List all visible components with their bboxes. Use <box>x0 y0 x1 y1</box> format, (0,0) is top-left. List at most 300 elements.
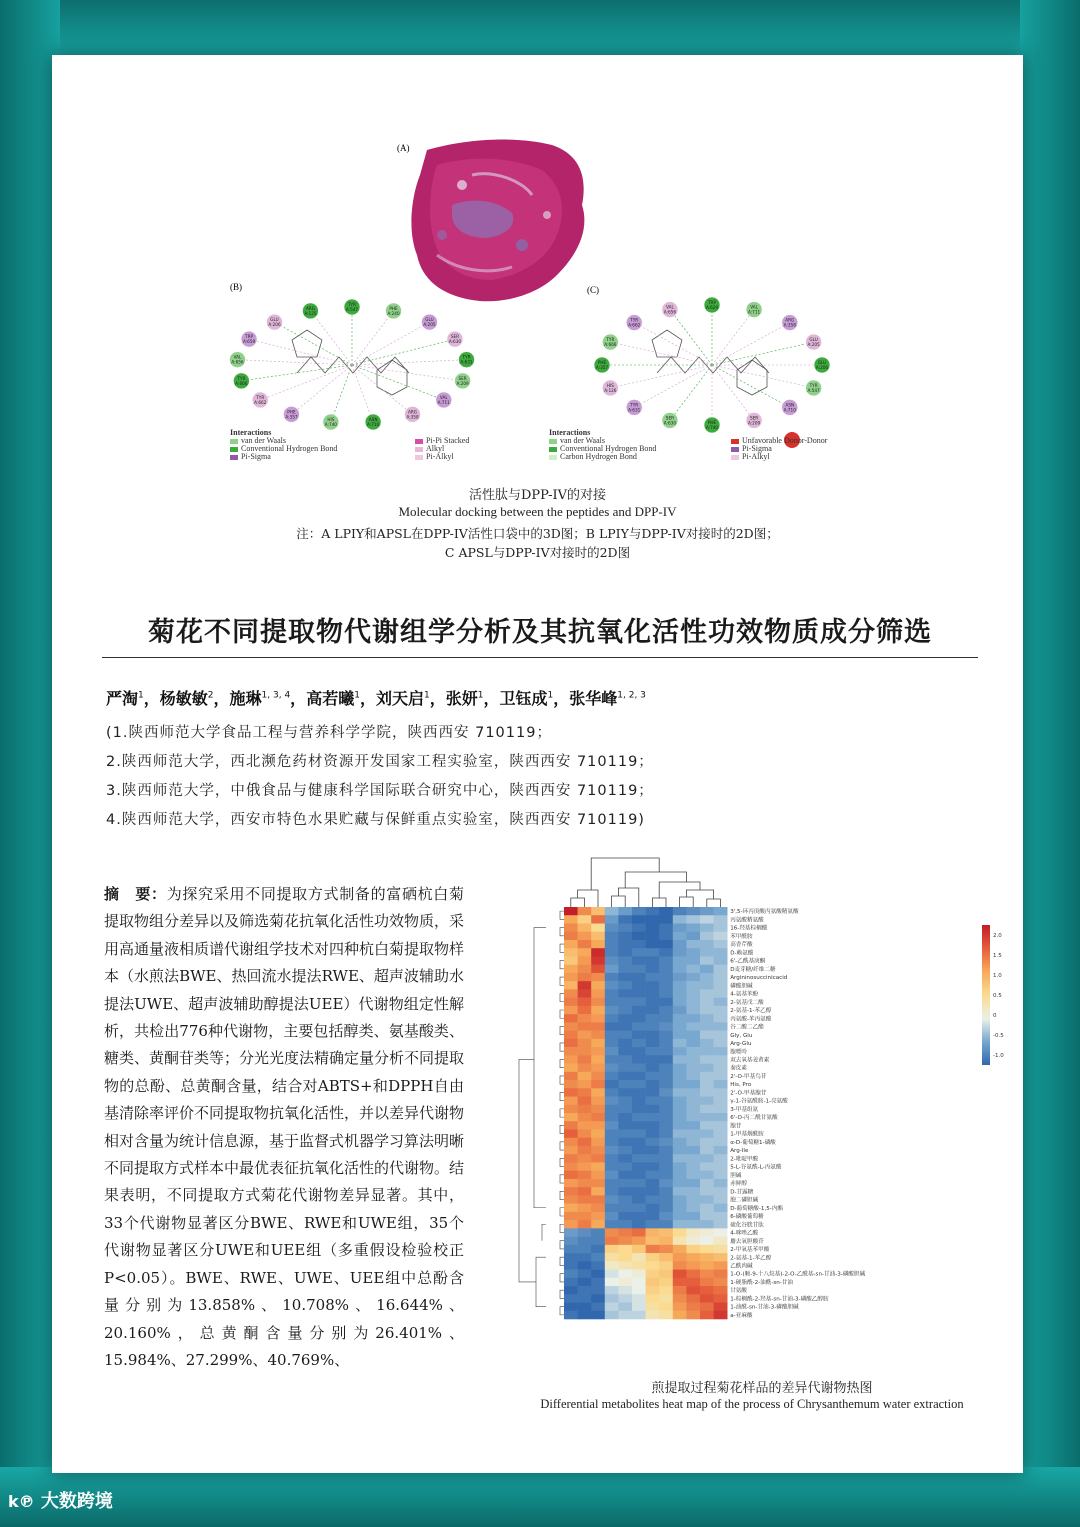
heatmap-cell <box>618 1138 632 1147</box>
heatmap-cell <box>591 1162 605 1171</box>
heatmap-cell <box>564 1022 578 1031</box>
heatmap-cell <box>646 1245 660 1254</box>
heatmap-cell <box>618 1146 632 1155</box>
heatmap-cell <box>632 1129 646 1138</box>
heatmap-cell <box>646 1072 660 1081</box>
heatmap-cell <box>605 1228 619 1237</box>
heatmap-cell <box>632 1311 646 1320</box>
heatmap-cell <box>673 1195 687 1204</box>
heatmap-cell <box>605 973 619 982</box>
heatmap-cell <box>578 1006 592 1015</box>
heatmap-cell <box>632 1014 646 1023</box>
heatmap-cell <box>700 1055 714 1064</box>
heatmap-cell <box>686 1171 700 1180</box>
author-list: 严淘$^1$，杨敏敏$^2$，施琳$^{1, 3, 4}$，高若曦$^1$，刘天启$^1$，张妍$^1$，卫钰成$^1$，张华峰$^{1, 2, 3}$ <box>106 689 646 708</box>
heatmap-cell <box>632 915 646 924</box>
author-name: 高若曦$^1$ <box>306 689 360 708</box>
heatmap-cell <box>632 948 646 957</box>
heatmap-cell <box>714 1171 728 1180</box>
residue-label: TYR <box>630 317 639 323</box>
heatmap-cell <box>646 981 660 990</box>
heatmap-cell <box>673 1121 687 1130</box>
legend-b-item: Pi-Alkyl <box>426 452 454 461</box>
heatmap-cell <box>686 1204 700 1213</box>
heatmap-cell <box>578 989 592 998</box>
heatmap-cell <box>605 1195 619 1204</box>
heatmap-cell <box>700 915 714 924</box>
heatmap-cell <box>700 1311 714 1320</box>
heatmap-cell <box>605 1097 619 1106</box>
heatmap-cell <box>673 1228 687 1237</box>
heatmap-row-label: D-葡萄糖酸-1,5-内酯 <box>730 1205 784 1212</box>
heatmap-cell <box>646 1286 660 1295</box>
heatmap-cell <box>659 956 673 965</box>
heatmap-cell <box>591 1294 605 1303</box>
residue-label: A:631 <box>628 407 641 413</box>
heatmap-cell <box>564 915 578 924</box>
residue-label: A:240 <box>387 310 400 316</box>
heatmap-cell <box>591 956 605 965</box>
watermark <box>8 1487 113 1513</box>
residue-label: TYR <box>237 375 246 381</box>
residue-label: PHE <box>707 420 717 425</box>
heatmap-cell <box>686 923 700 932</box>
heatmap-cell <box>605 1303 619 1312</box>
heatmap-cell <box>659 1212 673 1221</box>
heatmap-cell <box>659 1064 673 1073</box>
heatmap-cell <box>714 1270 728 1279</box>
residue-node <box>662 302 712 365</box>
residue-node <box>352 352 475 368</box>
heatmap-cell <box>578 1097 592 1106</box>
heatmap-cell <box>618 1245 632 1254</box>
heatmap-cell <box>659 1129 673 1138</box>
heatmap-cell <box>578 915 592 924</box>
heatmap-cell <box>646 1080 660 1089</box>
heatmap-cell <box>632 1237 646 1246</box>
residue-label: TYR <box>462 354 471 360</box>
heatmap-cell <box>605 1237 619 1246</box>
residue-node <box>712 365 798 415</box>
heatmap-cell <box>564 948 578 957</box>
heatmap-cell <box>618 1261 632 1270</box>
heatmap-cell <box>564 973 578 982</box>
heatmap-cell <box>686 1303 700 1312</box>
heatmap-cell <box>618 1237 632 1246</box>
heatmap-cell <box>659 1072 673 1081</box>
residue-label: A:205 <box>423 322 436 328</box>
heatmap-cell <box>591 948 605 957</box>
heatmap-cell <box>618 1179 632 1188</box>
heatmap-cell <box>714 1228 728 1237</box>
heatmap-cell <box>673 1014 687 1023</box>
heatmap-cell <box>646 973 660 982</box>
residue-label: VAL <box>233 354 242 360</box>
colorbar-tick-label: -0.5 <box>993 1033 1004 1039</box>
heatmap-cell <box>700 1270 714 1279</box>
heatmap-cell <box>659 1121 673 1130</box>
heatmap-cell <box>605 998 619 1007</box>
heatmap-cell <box>605 965 619 974</box>
ligand-structure <box>292 330 409 395</box>
heatmap-row-label: 丙氨酸精氨酸 <box>730 917 764 924</box>
residue-node <box>323 365 352 430</box>
heatmap-cell <box>578 1064 592 1073</box>
residue-label: ARG <box>305 305 315 311</box>
heatmap-cell <box>632 1212 646 1221</box>
heatmap-cell <box>564 1212 578 1221</box>
heatmap-cell <box>673 1171 687 1180</box>
heatmap-cell <box>714 973 728 982</box>
heatmap-row-label: Gly, Glu <box>730 1032 753 1039</box>
heatmap-cell <box>618 965 632 974</box>
heatmap-cell <box>591 1195 605 1204</box>
heatmap-cell <box>673 1055 687 1064</box>
heatmap-cell <box>646 1121 660 1130</box>
heatmap-cell <box>578 1146 592 1155</box>
residue-label: A:629 <box>705 305 719 310</box>
heatmap-cell <box>646 1261 660 1270</box>
heatmap-cell <box>618 1088 632 1097</box>
heatmap-cell <box>591 1286 605 1295</box>
residue-label: A:547 <box>345 307 359 312</box>
heatmap-cell <box>605 1220 619 1229</box>
heatmap-cell <box>700 907 714 916</box>
heatmap-cell <box>618 1039 632 1048</box>
heatmap-row-label: 6-磷酸葡萄糖 <box>730 1214 764 1221</box>
heatmap-cell <box>659 1154 673 1163</box>
legend-c-item: Carbon Hydrogen Bond <box>560 452 637 461</box>
heatmap-cell <box>605 923 619 932</box>
heatmap-cell <box>618 915 632 924</box>
heatmap-cell <box>618 1031 632 1040</box>
residue-label: A:666 <box>604 342 617 348</box>
heatmap-cell <box>659 1006 673 1015</box>
heatmap-row-label: 2'-O-甲基鸟苷 <box>730 1073 767 1080</box>
heatmap-cell <box>646 940 660 949</box>
heatmap-cell <box>632 956 646 965</box>
heatmap-cell <box>591 965 605 974</box>
residue-node <box>594 357 712 373</box>
heatmap-cell <box>686 1228 700 1237</box>
heatmap-cell <box>646 948 660 957</box>
residue-label: SER <box>458 375 467 381</box>
heatmap-cell <box>605 1179 619 1188</box>
heatmap-cell <box>591 1311 605 1320</box>
heatmap-cell <box>564 998 578 1007</box>
heatmap-cell <box>591 1179 605 1188</box>
heatmap-cell <box>714 1294 728 1303</box>
heatmap-cell <box>673 989 687 998</box>
heatmap-cell <box>700 1303 714 1312</box>
heatmap-cell <box>605 1014 619 1023</box>
heatmap-row-label: 腺嘌呤 <box>730 1049 747 1056</box>
heatmap-row-label: D麦芽糖/纤维二糖 <box>730 966 776 973</box>
heatmap-cell <box>700 1245 714 1254</box>
heatmap-cell <box>618 956 632 965</box>
heatmap-cell <box>646 1105 660 1114</box>
heatmap-cell <box>578 932 592 941</box>
heatmap-cell <box>578 1303 592 1312</box>
residue-node <box>302 303 352 365</box>
heatmap-cell <box>659 1113 673 1122</box>
heatmap-cell <box>646 1146 660 1155</box>
heatmap-cell <box>700 1006 714 1015</box>
heatmap-cell <box>646 1278 660 1287</box>
heatmap-cell <box>564 1171 578 1180</box>
heatmap-cell <box>673 1113 687 1122</box>
watermark-logo-icon: k℗ <box>8 1492 35 1511</box>
author-name: 刘天启$^1$ <box>375 689 430 708</box>
heatmap-cell <box>659 1022 673 1031</box>
heatmap-cell <box>618 1162 632 1171</box>
heatmap-cell <box>714 923 728 932</box>
residue-label: ASN <box>785 402 795 408</box>
heatmap-cell <box>673 1080 687 1089</box>
heatmap-cell <box>714 989 728 998</box>
heatmap-cell <box>632 1064 646 1073</box>
residue-label: GLU <box>809 337 818 343</box>
heatmap-row-label: Arg-Ile <box>730 1148 749 1155</box>
heatmap-row-label: 1-棕榈酰-2-羟基-sn-甘油-3-磷酸乙醇胺 <box>730 1296 829 1303</box>
heatmap-cell <box>591 1261 605 1270</box>
residue-node <box>602 365 712 396</box>
heatmap-cell <box>686 1138 700 1147</box>
heatmap-cell <box>564 1072 578 1081</box>
heatmap-cell <box>578 1154 592 1163</box>
heatmap-row-label: 4-咪唑乙酸 <box>730 1230 759 1237</box>
heatmap-cell <box>686 1286 700 1295</box>
heatmap-cell <box>714 1047 728 1056</box>
heatmap-cell <box>618 907 632 916</box>
ligand-structure <box>652 330 769 395</box>
heatmap-cell <box>591 1105 605 1114</box>
residue-label: TYR <box>606 337 615 343</box>
heatmap-row-label: 3-甲基组氨 <box>730 1106 759 1113</box>
heatmap-cell <box>591 1187 605 1196</box>
heatmap-row-label: 赤鲜醇 <box>730 1181 747 1188</box>
heatmap-cell <box>578 1187 592 1196</box>
heatmap-cell <box>714 1039 728 1048</box>
heatmap-cell <box>564 1088 578 1097</box>
residue-label: ARG <box>408 409 418 415</box>
heatmap-cell <box>632 1245 646 1254</box>
heatmap-cell <box>646 907 660 916</box>
residue-label: A:206 <box>268 322 281 328</box>
heatmap-cell <box>646 1097 660 1106</box>
heatmap-cell <box>632 1253 646 1262</box>
heatmap-cell <box>714 932 728 941</box>
heatmap-cell <box>564 1154 578 1163</box>
heatmap-cell <box>591 1072 605 1081</box>
heatmap-cell <box>686 1237 700 1246</box>
heatmap-cell <box>700 965 714 974</box>
heatmap-cell <box>673 1204 687 1213</box>
heatmap-cell <box>605 989 619 998</box>
heatmap-row-label: 胆碱 <box>730 1172 742 1179</box>
heatmap-cell <box>632 1261 646 1270</box>
residue-label: A:666 <box>235 380 248 386</box>
heatmap-cell <box>659 907 673 916</box>
heatmap-cell <box>646 1113 660 1122</box>
heatmap-cell <box>618 1072 632 1081</box>
heatmap-cell <box>714 948 728 957</box>
heatmap-cell <box>673 1179 687 1188</box>
heatmap-cell <box>673 1154 687 1163</box>
heatmap-cell <box>700 1195 714 1204</box>
heatmap-cell <box>646 1311 660 1320</box>
heatmap-cell <box>714 940 728 949</box>
heatmap-cell <box>673 1212 687 1221</box>
heatmap-cell <box>578 1294 592 1303</box>
heatmap-cell <box>673 915 687 924</box>
heatmap-cell <box>700 1039 714 1048</box>
heatmap-cell <box>605 1278 619 1287</box>
heatmap-cell <box>578 1055 592 1064</box>
heatmap-cell <box>618 940 632 949</box>
author-affiliation-sup: 1 <box>423 690 430 701</box>
heatmap-cell <box>564 1311 578 1320</box>
heatmap-cell <box>686 1187 700 1196</box>
heatmap-cell <box>591 1278 605 1287</box>
heatmap-cell <box>686 1195 700 1204</box>
heatmap-cell <box>673 1278 687 1287</box>
heatmap-cell <box>578 1138 592 1147</box>
heatmap-cell <box>714 1195 728 1204</box>
heatmap-cell <box>659 1278 673 1287</box>
residue-node <box>352 331 463 365</box>
heatmap-cell <box>700 1261 714 1270</box>
heatmap-cell <box>564 1113 578 1122</box>
heatmap-cell <box>673 1006 687 1015</box>
heatmap-cell <box>605 1080 619 1089</box>
heatmap-cell <box>700 1228 714 1237</box>
heatmap-cell <box>564 1138 578 1147</box>
heatmap-cell <box>646 1129 660 1138</box>
residue-node <box>252 365 352 408</box>
heatmap-cell <box>686 956 700 965</box>
heatmap-cell <box>618 1311 632 1320</box>
heatmap-cell <box>700 1253 714 1262</box>
heatmap-cell <box>564 932 578 941</box>
heatmap-cell <box>700 940 714 949</box>
heatmap-cell <box>700 1294 714 1303</box>
heatmap-cell <box>632 1088 646 1097</box>
heatmap-cell <box>605 1204 619 1213</box>
heatmap-cell <box>659 1187 673 1196</box>
heatmap-cell <box>632 1303 646 1312</box>
heatmap-cell <box>605 907 619 916</box>
heatmap-cell <box>646 923 660 932</box>
heatmap-row-label: 5-L-谷氨酰-L-丙氨酸 <box>730 1164 782 1171</box>
heatmap-cell <box>591 1097 605 1106</box>
heatmap-cell <box>578 1179 592 1188</box>
heatmap-cell <box>632 1204 646 1213</box>
residue-node <box>712 357 830 373</box>
heatmap-cell <box>714 1138 728 1147</box>
heatmap-cell <box>578 1270 592 1279</box>
residue-label: A:209 <box>456 380 469 386</box>
residue-label: A:710 <box>783 407 796 413</box>
heatmap-cell <box>686 1129 700 1138</box>
heatmap-cell <box>673 1031 687 1040</box>
heatmap-cell <box>673 1187 687 1196</box>
heatmap-row-label: 2'-O-甲基腺苷 <box>730 1090 767 1097</box>
heatmap-cell <box>659 1270 673 1279</box>
affiliation-2: 2.陕西师范大学，西北濒危药材资源开发国家工程实验室，陕西西安 710119； <box>106 754 654 770</box>
heatmap-cell <box>632 981 646 990</box>
heatmap-cell <box>659 1220 673 1229</box>
heatmap-cell <box>686 1031 700 1040</box>
heatmap-row-label: 秦皮素 <box>730 1065 747 1072</box>
heatmap-cell <box>700 1047 714 1056</box>
heatmap-cell <box>686 973 700 982</box>
heatmap-cell <box>659 1303 673 1312</box>
heatmap-cell <box>686 1220 700 1229</box>
heatmap-cell <box>605 1072 619 1081</box>
panel-c-2d-diagram <box>594 297 830 448</box>
heatmap-cell <box>618 1171 632 1180</box>
heatmap-cell <box>578 965 592 974</box>
panel-c-label: (C) <box>587 285 599 295</box>
heatmap-cell <box>591 1138 605 1147</box>
heatmap-cell <box>700 932 714 941</box>
heatmap-cell <box>686 1022 700 1031</box>
heatmap-cell <box>700 1278 714 1287</box>
heatmap-cell <box>632 1294 646 1303</box>
heatmap-cell <box>673 907 687 916</box>
heatmap-cell <box>578 1022 592 1031</box>
author-name: 卫钰成$^1$ <box>499 689 554 708</box>
heatmap-cell <box>605 1088 619 1097</box>
heatmap-cell <box>632 1228 646 1237</box>
heatmap-cell <box>564 907 578 916</box>
heatmap-cell <box>673 1064 687 1073</box>
heatmap-cell <box>646 1228 660 1237</box>
heatmap-cell <box>700 1080 714 1089</box>
heatmap-cell <box>700 1138 714 1147</box>
heatmap-cell <box>714 1220 728 1229</box>
heatmap-cell <box>659 1014 673 1023</box>
heatmap-cell <box>564 1014 578 1023</box>
heatmap-cell <box>686 1121 700 1130</box>
heatmap-cell <box>591 907 605 916</box>
heatmap-cell <box>673 1237 687 1246</box>
heatmap-cell <box>700 1179 714 1188</box>
residue-label: PHE <box>389 305 398 311</box>
heatmap-cell <box>673 948 687 957</box>
residue-label: GLU <box>817 360 827 365</box>
heatmap-cell <box>591 1245 605 1254</box>
heatmap-cell <box>700 1171 714 1180</box>
heatmap-cell <box>632 965 646 974</box>
heatmap-cell <box>646 989 660 998</box>
heatmap-cell <box>646 1195 660 1204</box>
heatmap-cell <box>673 932 687 941</box>
heatmap-cell <box>564 981 578 990</box>
heatmap-cell <box>714 1129 728 1138</box>
heatmap-cell <box>578 907 592 916</box>
heatmap-row-label: 甘氨酸 <box>730 1288 747 1295</box>
heatmap-cell <box>700 1220 714 1229</box>
heatmap-cell <box>714 1253 728 1262</box>
heatmap-caption-cn: 煎提取过程菊花样品的差异代谢物热图 <box>651 1381 873 1396</box>
heatmap-cell <box>578 1220 592 1229</box>
heatmap-cell <box>591 1270 605 1279</box>
residue-label: A:205 <box>807 342 820 348</box>
heatmap-cell <box>632 1179 646 1188</box>
heatmap-cell <box>659 981 673 990</box>
